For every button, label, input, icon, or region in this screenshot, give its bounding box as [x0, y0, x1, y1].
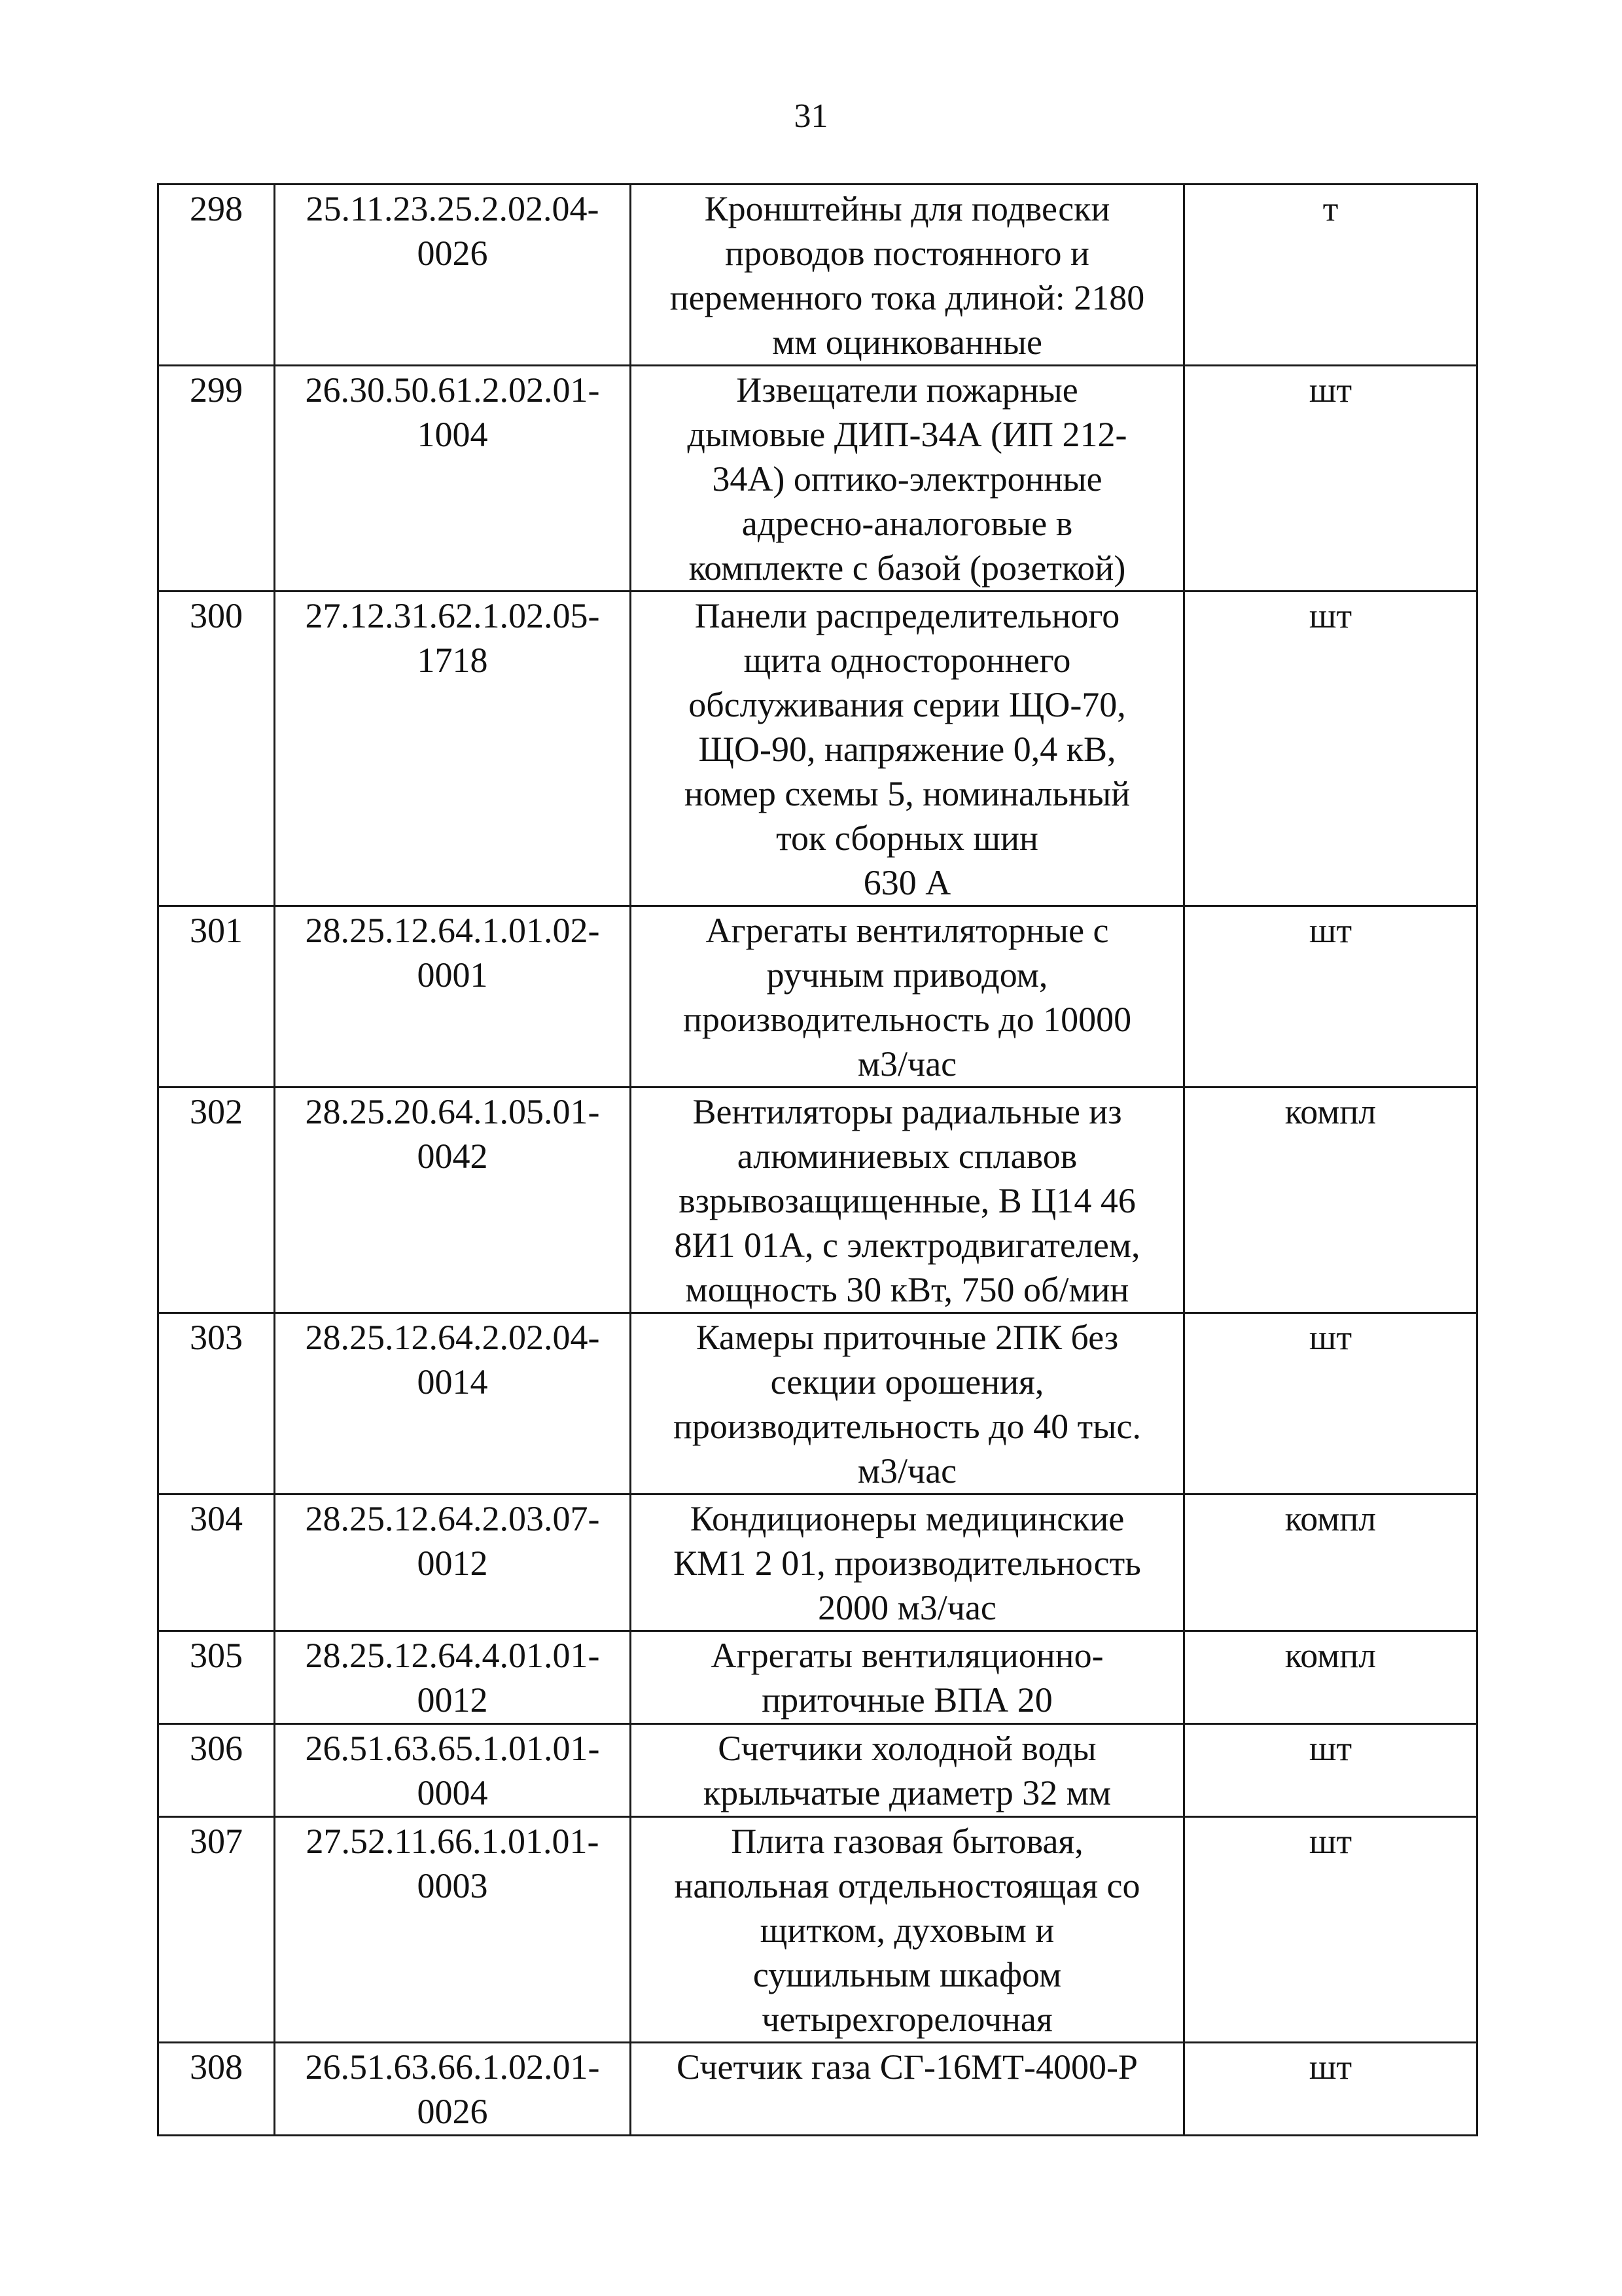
row-number-cell: 302	[158, 1087, 275, 1313]
table-row	[158, 1494, 1477, 1631]
name-line: адресно-аналоговые в	[741, 504, 1073, 543]
name-line: сушильным шкафом	[752, 1955, 1062, 1994]
name-line: секции орошения,	[770, 1362, 1044, 1402]
table-row	[158, 185, 1477, 366]
name-cell	[631, 1313, 1184, 1494]
unit-cell: компл	[1184, 1631, 1477, 1724]
row-number-cell: 306	[158, 1724, 275, 1817]
name-cell	[631, 906, 1184, 1087]
table-row	[158, 906, 1477, 1087]
code-cell	[275, 1494, 631, 1631]
name-line: производительность до 40 тыс.	[673, 1407, 1141, 1446]
name-line: производительность до 10000	[682, 1000, 1132, 1039]
code-line: 26.30.50.61.2.02.01-	[305, 370, 600, 410]
code-line: 1718	[417, 641, 488, 680]
table-row	[158, 1724, 1477, 1817]
name-line: 2000 м3/час	[818, 1588, 996, 1627]
code-cell	[275, 1313, 631, 1494]
code-line: 0012	[417, 1544, 488, 1583]
name-line: Агрегаты вентиляционно-	[711, 1636, 1104, 1675]
code-cell	[275, 906, 631, 1087]
name-line: щита одностороннего	[743, 641, 1071, 680]
code-line: 28.25.12.64.4.01.01-	[305, 1636, 600, 1675]
table-row	[158, 2043, 1477, 2136]
name-line: КМ1 2 01, производительность	[673, 1544, 1141, 1583]
name-line: ток сборных шин	[776, 819, 1038, 858]
unit-cell: компл	[1184, 1087, 1477, 1313]
name-line: Вентиляторы радиальные из	[692, 1092, 1122, 1131]
code-cell	[275, 185, 631, 366]
name-line: Плита газовая бытовая,	[731, 1822, 1084, 1861]
name-cell	[631, 1631, 1184, 1724]
name-line: четырехгорелочная	[762, 2000, 1053, 2039]
row-number-cell: 299	[158, 366, 275, 592]
row-number-cell: 298	[158, 185, 275, 366]
name-cell	[631, 1817, 1184, 2043]
unit-cell: компл	[1184, 1494, 1477, 1631]
code-line: 0004	[417, 1773, 488, 1812]
name-line: алюминиевых сплавов	[737, 1137, 1078, 1176]
row-number-cell: 304	[158, 1494, 275, 1631]
items-table	[157, 183, 1478, 2136]
code-line: 27.52.11.66.1.01.01-	[306, 1822, 599, 1861]
code-cell	[275, 366, 631, 592]
name-cell	[631, 1494, 1184, 1631]
row-number-cell: 307	[158, 1817, 275, 2043]
code-cell	[275, 592, 631, 906]
code-cell	[275, 1817, 631, 2043]
code-cell	[275, 1724, 631, 1817]
page-number: 31	[794, 97, 828, 135]
name-line: м3/час	[857, 1451, 957, 1491]
name-line: крыльчатые диаметр 32 мм	[703, 1773, 1112, 1812]
name-line: Камеры приточные 2ПК без	[696, 1318, 1119, 1357]
name-line: Извещатели пожарные	[736, 370, 1078, 410]
code-line: 28.25.12.64.2.02.04-	[305, 1318, 600, 1357]
name-line: 8И1 01А, с электродвигателем,	[674, 1226, 1140, 1265]
row-number-cell: 305	[158, 1631, 275, 1724]
code-line: 0026	[417, 2092, 488, 2131]
name-line: Панели распределительного	[694, 596, 1120, 635]
name-line: ЩО-90, напряжение 0,4 кВ,	[698, 730, 1116, 769]
code-line: 25.11.23.25.2.02.04-	[306, 189, 599, 228]
unit-cell: шт	[1184, 1313, 1477, 1494]
row-number-cell: 303	[158, 1313, 275, 1494]
name-line: комплекте с базой (розеткой)	[688, 548, 1126, 588]
name-line: Счетчик газа СГ-16МТ-4000-Р	[677, 2047, 1138, 2087]
name-line: напольная отдельностоящая со	[674, 1866, 1140, 1905]
code-line: 28.25.12.64.1.01.02-	[305, 911, 600, 950]
table-row	[158, 1313, 1477, 1494]
name-line: 34А) оптико-электронные	[712, 459, 1102, 499]
name-line: Счетчики холодной воды	[718, 1729, 1097, 1768]
name-line: Кронштейны для подвески	[704, 189, 1110, 228]
code-line: 26.51.63.65.1.01.01-	[305, 1729, 600, 1768]
name-line: 630 А	[863, 863, 951, 902]
table-row	[158, 592, 1477, 906]
code-line: 0014	[417, 1362, 488, 1402]
code-cell	[275, 2043, 631, 2136]
code-line: 27.12.31.62.1.02.05-	[305, 596, 600, 635]
name-cell	[631, 1724, 1184, 1817]
name-line: номер схемы 5, номинальный	[684, 774, 1131, 813]
unit-cell: шт	[1184, 1724, 1477, 1817]
name-line: проводов постоянного и	[725, 234, 1089, 273]
code-line: 0042	[417, 1137, 488, 1176]
unit-cell: шт	[1184, 592, 1477, 906]
unit-cell: шт	[1184, 906, 1477, 1087]
name-line: щитком, духовым и	[760, 1911, 1055, 1950]
name-cell	[631, 185, 1184, 366]
name-line: Кондиционеры медицинские	[690, 1499, 1125, 1538]
name-line: дымовые ДИП-34А (ИП 212-	[687, 415, 1127, 454]
name-line: м3/час	[857, 1044, 957, 1084]
table-row	[158, 1087, 1477, 1313]
name-cell	[631, 592, 1184, 906]
name-line: Агрегаты вентиляторные с	[705, 911, 1109, 950]
name-line: обслуживания серии ЩО-70,	[688, 685, 1126, 724]
unit-cell: шт	[1184, 366, 1477, 592]
name-cell	[631, 1087, 1184, 1313]
unit-cell: т	[1184, 185, 1477, 366]
row-number-cell: 300	[158, 592, 275, 906]
code-cell	[275, 1087, 631, 1313]
name-line: взрывозащищенные, В Ц14 46	[679, 1181, 1136, 1220]
name-line: ручным приводом,	[766, 955, 1048, 995]
name-line: переменного тока длиной: 2180	[669, 278, 1145, 317]
row-number-cell: 301	[158, 906, 275, 1087]
items-table-body	[158, 185, 1477, 2136]
table-row	[158, 1631, 1477, 1724]
code-line: 0012	[417, 1680, 488, 1720]
name-cell	[631, 366, 1184, 592]
code-line: 0003	[417, 1866, 488, 1905]
name-line: мощность 30 кВт, 750 об/мин	[685, 1270, 1129, 1309]
name-cell	[631, 2043, 1184, 2136]
unit-cell: шт	[1184, 2043, 1477, 2136]
unit-cell: шт	[1184, 1817, 1477, 2043]
name-line: мм оцинкованные	[772, 323, 1042, 362]
code-line: 0026	[417, 234, 488, 273]
code-line: 26.51.63.66.1.02.01-	[305, 2047, 600, 2087]
table-row	[158, 1817, 1477, 2043]
name-line: приточные ВПА 20	[762, 1680, 1053, 1720]
row-number-cell: 308	[158, 2043, 275, 2136]
code-line: 1004	[417, 415, 488, 454]
code-line: 0001	[417, 955, 488, 995]
code-line: 28.25.20.64.1.05.01-	[305, 1092, 600, 1131]
code-cell	[275, 1631, 631, 1724]
code-line: 28.25.12.64.2.03.07-	[305, 1499, 600, 1538]
table-row	[158, 366, 1477, 592]
